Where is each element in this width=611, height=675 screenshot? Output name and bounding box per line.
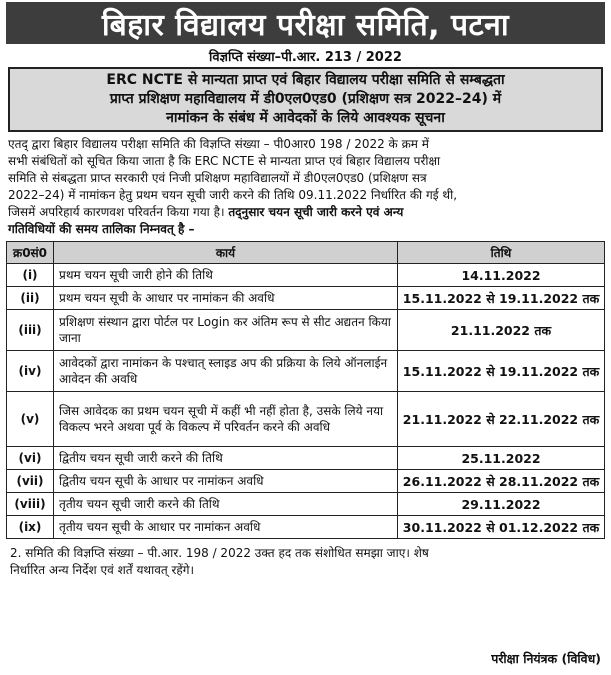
notice-page (0, 2, 611, 675)
body-line: एतद् द्वारा बिहार विद्यालय परीक्षा समिति की विज्ञप्ति संख्या – पी0आर0 198 / 2022 के क्रम में (8, 137, 429, 151)
subject-line: प्राप्त प्रशिक्षण महाविद्यालय में डी0एल0एड0 (प्रशिक्षण सत्र 2022–24) में (109, 91, 502, 107)
schedule-table (6, 241, 605, 539)
signature: परीक्षा नियंत्रक (विविध) (491, 651, 601, 666)
table-row (7, 516, 605, 539)
row-sn: (iii) (7, 310, 54, 351)
footer-line: 2. समिति की विज्ञप्ति संख्या – पी.आर. 198 / 2022 उक्त हद तक संशोधित समझा जाए। शेष (10, 546, 429, 560)
table-row (7, 287, 605, 310)
header-task: कार्य (54, 242, 398, 264)
table-row (7, 493, 605, 516)
row-date: 14.11.2022 (398, 264, 605, 287)
table-row (7, 310, 605, 351)
table-row (7, 447, 605, 470)
row-sn: (ix) (7, 516, 54, 539)
row-task: जिस आवेदक का प्रथम चयन सूची में कहीं भी नहीं होता है, उसके लिये नया विकल्प भरने अथवा पूर्व के विकल्प में परिवर्तन करने की अवधि (54, 392, 398, 447)
table-row (7, 470, 605, 493)
table-header-row (7, 242, 605, 264)
row-task: प्रथम चयन सूची जारी होने की तिथि (54, 264, 398, 287)
body-line: 2022–24) में नामांकन हेतु प्रथम चयन सूची जारी करने की तिथि 09.11.2022 निर्धारित की गई थी, (8, 188, 458, 202)
row-sn: (iv) (7, 351, 54, 392)
subject-line: नामांकन के संबंध में आवेदकों के लिये आवश्यक सूचना (166, 110, 445, 126)
footer-note (10, 545, 601, 579)
row-date: 15.11.2022 से 19.11.2022 तक (398, 351, 605, 392)
header-banner (6, 2, 605, 44)
row-task: आवेदकों द्वारा नामांकन के पश्चात् स्लाइड अप की प्रक्रिया के लिये ऑनलाईन आवेदन की अवधि (54, 351, 398, 392)
row-task: तृतीय चयन सूची जारी करने की तिथि (54, 493, 398, 516)
row-date: 26.11.2022 से 28.11.2022 तक (398, 470, 605, 493)
row-sn: (vii) (7, 470, 54, 493)
footer-line: निर्धारित अन्य निर्देश एवं शर्तें यथावत् रहेंगे। (10, 563, 195, 577)
row-task: द्वितीय चयन सूची के आधार पर नामांकन अवधि (54, 470, 398, 493)
table-row (7, 392, 605, 447)
row-date: 30.11.2022 से 01.12.2022 तक (398, 516, 605, 539)
body-paragraph (8, 136, 603, 238)
row-task: प्रशिक्षण संस्थान द्वारा पोर्टल पर Login कर अंतिम रूप से सीट अद्यतन किया जाना (54, 310, 398, 351)
table-row (7, 351, 605, 392)
table-row (7, 264, 605, 287)
header-sn: क्र0सं0 (7, 242, 54, 264)
row-date: 29.11.2022 (398, 493, 605, 516)
board-title: बिहार विद्यालय परीक्षा समिति, पटना (101, 7, 510, 43)
row-date: 21.11.2022 से 22.11.2022 तक (398, 392, 605, 447)
row-task: प्रथम चयन सूची के आधार पर नामांकन की अवधि (54, 287, 398, 310)
header-date: तिथि (398, 242, 605, 264)
body-line: जिसमें अपरिहार्य कारणवश परिवर्तन किया गया है। (8, 205, 225, 219)
row-date: 25.11.2022 (398, 447, 605, 470)
row-sn: (viii) (7, 493, 54, 516)
row-sn: (vi) (7, 447, 54, 470)
row-date: 15.11.2022 से 19.11.2022 तक (398, 287, 605, 310)
row-sn: (i) (7, 264, 54, 287)
subject-box (8, 67, 603, 132)
subject-line: ERC NCTE से मान्यता प्राप्त एवं बिहार विद्यालय परीक्षा समिति से सम्बद्धता (106, 72, 505, 88)
row-date: 21.11.2022 तक (398, 310, 605, 351)
row-sn: (ii) (7, 287, 54, 310)
body-line: सभी संबंधितों को सूचित किया जाता है कि ERC NCTE से मान्यता प्राप्त एवं बिहार विद्यालय परीक्षा (8, 154, 441, 168)
body-bold-tail: तद्नुसार चयन सूची जारी करने एवं अन्य (228, 205, 404, 219)
row-task: तृतीय चयन सूची के आधार पर नामांकन अवधि (54, 516, 398, 539)
notice-number: विज्ञप्ति संख्या–पी.आर. 213 / 2022 (209, 50, 402, 65)
body-line: समिति से संबद्धता प्राप्त सरकारी एवं निजी प्रशिक्षण महाविद्यालयों में डी0एल0एड0 (प्रशिक्षण सत्र (8, 171, 427, 185)
row-sn: (v) (7, 392, 54, 447)
body-line-mixed (8, 204, 603, 221)
row-task: द्वितीय चयन सूची जारी करने की तिथि (54, 447, 398, 470)
body-bold-last: गतिविधियों की समय तालिका निम्नवत् है – (8, 222, 195, 236)
